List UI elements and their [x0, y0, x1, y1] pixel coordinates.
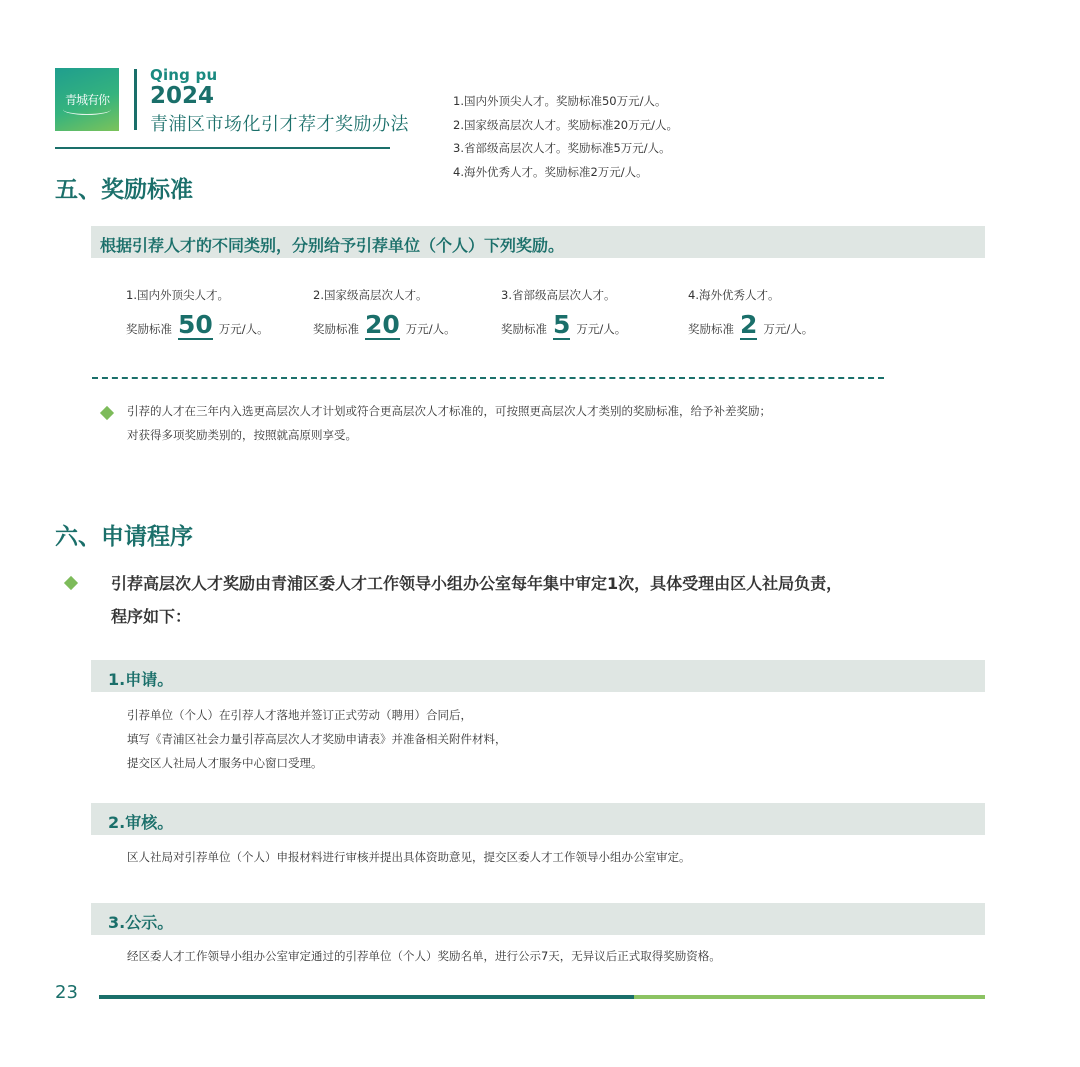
step-header	[91, 903, 985, 935]
step-text-line: 经区委人才工作领导小组办公室审定通过的引荐单位（个人）奖励名单，进行公示7天，无异议后正式取得奖励资格。	[127, 949, 721, 963]
step-header	[91, 803, 985, 835]
reward-unit: 万元/人。	[763, 322, 814, 336]
reward-label: 奖励标准	[688, 322, 734, 336]
summary-item: 3.省部级高层次人才。奖励标准5万元/人。	[453, 141, 671, 155]
step-text-line: 填写《青浦区社会力量引荐高层次人才奖励申请表》并准备相关附件材料，	[127, 732, 507, 746]
step-text-line: 引荐单位（个人）在引荐人才落地并签订正式劳动（聘用）合同后，	[127, 708, 472, 722]
logo-swoosh	[63, 104, 111, 115]
logo-text: 青城有你	[64, 93, 109, 107]
step-title: 2.审核。	[108, 813, 174, 832]
section6-intro-line: 引荐高层次人才奖励由青浦区委人才工作领导小组办公室每年集中审定1次，具体受理由区人社局负责，	[111, 574, 843, 593]
reward-card	[313, 287, 456, 340]
reward-unit: 万元/人。	[405, 322, 456, 336]
step-text-line: 提交区人社局人才服务中心窗口受理。	[127, 756, 323, 770]
diamond-bullet-icon	[64, 576, 78, 590]
header-subtitle: Qing pu	[150, 66, 218, 84]
footer-bar-light	[634, 995, 985, 999]
summary-item: 2.国家级高层次人才。奖励标准20万元/人。	[453, 117, 678, 132]
step-header	[91, 660, 985, 692]
header-summary-list	[453, 90, 678, 184]
step-title: 1.申请。	[108, 670, 174, 689]
reward-label: 奖励标准	[501, 322, 547, 336]
reward-category: 3.省部级高层次人才。	[501, 288, 616, 302]
reward-category: 2.国家级高层次人才。	[313, 288, 428, 302]
reward-amount: 50	[178, 310, 213, 339]
note-line: 对获得多项奖励类别的，按照就高原则享受。	[127, 428, 357, 442]
reward-unit: 万元/人。	[576, 322, 627, 336]
page-number: 23	[55, 982, 78, 1003]
reward-category: 4.海外优秀人才。	[688, 288, 780, 302]
step-text-line: 区人社局对引荐单位（个人）申报材料进行审核并提出具体资助意见，提交区委人才工作领导小组办公室审定。	[127, 850, 691, 864]
reward-card	[126, 287, 269, 340]
summary-item: 1.国内外顶尖人才。奖励标准50万元/人。	[453, 94, 667, 108]
section5-banner-text: 根据引荐人才的不同类别，分别给予引荐单位（个人）下列奖励。	[100, 236, 565, 255]
step-title: 3.公示。	[108, 913, 174, 932]
reward-card	[688, 287, 813, 340]
header-year: 2024	[150, 83, 215, 109]
reward-card	[501, 287, 626, 340]
reward-amount: 2	[740, 310, 758, 339]
summary-item: 4.海外优秀人才。奖励标准2万元/人。	[453, 164, 648, 179]
header-title: 青浦区市场化引才荐才奖励办法	[150, 114, 409, 135]
reward-label: 奖励标准	[126, 322, 172, 336]
section6-intro-line: 程序如下：	[111, 607, 192, 626]
note-line: 引荐的人才在三年内入选更高层次人才计划或符合更高层次人才标准的，可按照更高层次人才类别的奖励标准，给予补差奖励；	[127, 404, 771, 418]
reward-amount: 20	[365, 310, 400, 339]
dashed-divider	[92, 377, 884, 379]
logo	[55, 68, 119, 131]
footer-bar-dark	[99, 995, 634, 999]
section5-title: 五、奖励标准	[55, 177, 193, 203]
header-divider	[134, 69, 137, 130]
reward-amount: 5	[553, 310, 571, 339]
section6-title: 六、申请程序	[55, 524, 193, 550]
reward-category: 1.国内外顶尖人才。	[126, 288, 229, 302]
reward-label: 奖励标准	[313, 322, 359, 336]
header-underline	[55, 147, 390, 149]
reward-unit: 万元/人。	[218, 322, 269, 336]
diamond-bullet-icon	[100, 406, 114, 420]
section5-banner	[91, 226, 985, 258]
